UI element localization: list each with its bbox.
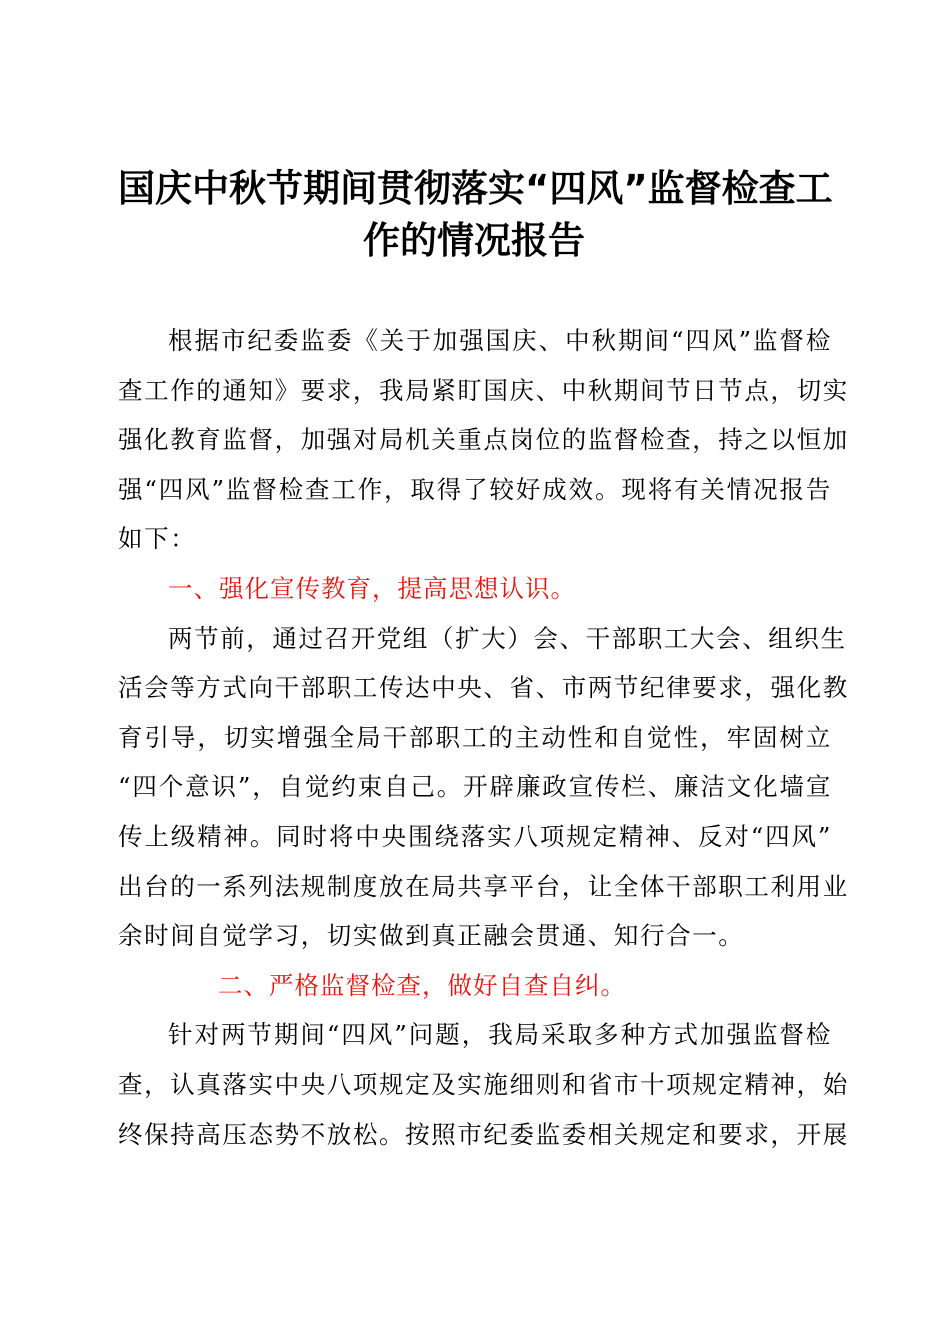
paragraph-line: 育引导，切实增强全局干部职工的主动性和自觉性，牢固树立 xyxy=(118,722,832,752)
paragraph-line: 出台的一系列法规制度放在局共享平台，让全体干部职工利用业 xyxy=(118,871,849,901)
paragraph-line: 如下： xyxy=(118,524,197,554)
document-title xyxy=(118,163,833,267)
paragraph-line: 两节前，通过召开党组（扩大）会、干部职工大会、组织生 xyxy=(168,623,847,653)
section-2-heading: 二、严格监督检查，做好自查自纠。 xyxy=(218,970,626,1000)
paragraph-line: 活会等方式向干部职工传达中央、省、市两节纪律要求，强化教 xyxy=(118,673,849,703)
intro-paragraph xyxy=(118,316,849,564)
paragraph-line: 针对两节期间“四风”问题，我局采取多种方式加强监督检 xyxy=(168,1020,832,1050)
paragraph-line: 查工作的通知》要求，我局紧盯国庆、中秋期间节日节点，切实 xyxy=(118,375,849,405)
document-body xyxy=(118,316,849,1159)
paragraph-line: 根据市纪委监委《关于加强国庆、中秋期间“四风”监督检 xyxy=(168,326,832,355)
paragraph-line: “四个意识”，自觉约束自己。开辟廉政宣传栏、廉洁文化墙宣 xyxy=(118,772,832,802)
paragraph-line: 终保持高压态势不放松。按照市纪委监委相关规定和要求，开展 xyxy=(118,1119,849,1149)
paragraph-line: 传上级精神。同时将中央围绕落实八项规定精神、反对“四风” xyxy=(118,821,832,851)
title-line: 国庆中秋节期间贯彻落实“四风”监督检查工 xyxy=(118,167,833,210)
section-2-paragraph xyxy=(118,1010,849,1159)
paragraph-line: 余时间自觉学习，切实做到真正融会贯通、知行合一。 xyxy=(118,921,745,951)
paragraph-line: 强“四风”监督检查工作，取得了较好成效。现将有关情况报告 xyxy=(118,474,832,504)
section-1-paragraph xyxy=(118,614,849,961)
title-line: 作的情况报告 xyxy=(363,219,585,262)
paragraph-line: 查，认真落实中央八项规定及实施细则和省市十项规定精神，始 xyxy=(118,1069,849,1099)
paragraph-line: 强化教育监督，加强对局机关重点岗位的监督检查，持之以恒加 xyxy=(118,425,849,455)
section-1-heading: 一、强化宣传教育，提高思想认识。 xyxy=(168,573,576,603)
